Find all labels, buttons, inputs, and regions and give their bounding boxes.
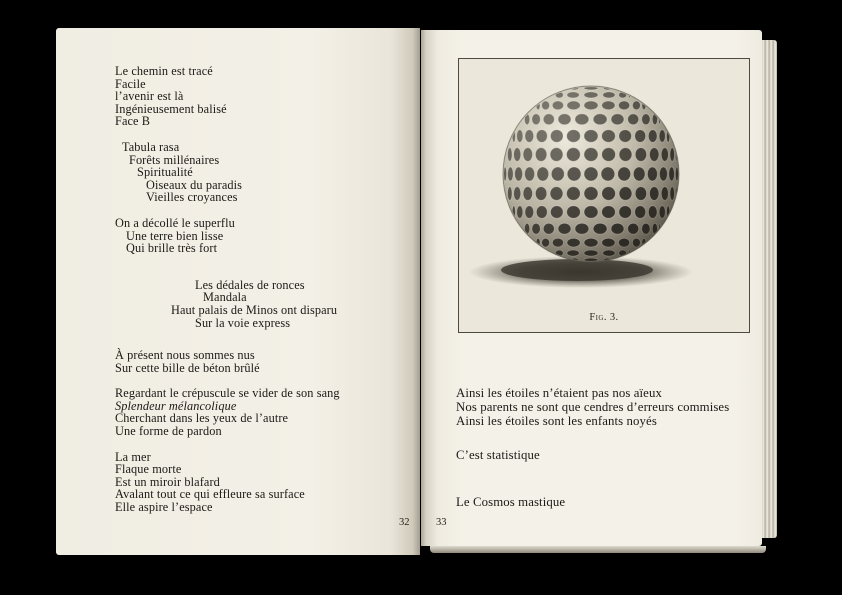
poem-line: Haut palais de Minos ont disparu [171, 302, 338, 317]
poem-line: Regardant le crépuscule se vider de son sang [115, 386, 340, 401]
poem-line: Ainsi les étoiles sont les enfants noyés [456, 414, 657, 428]
poem-line: Avalant tout ce qui effleure sa surface [115, 487, 305, 502]
poem-line: À présent nous sommes nus [115, 348, 255, 363]
poem-line: Cherchant dans les yeux de l’autre [115, 411, 289, 426]
poem-line: Le Cosmos mastique [456, 495, 566, 509]
poem-line: Flaque morte [115, 462, 182, 477]
poem-line: Ainsi les étoiles n’étaient pas nos aïeux [456, 386, 662, 400]
poem-line: Sur cette bille de béton brûlé [115, 360, 260, 375]
poem-line: Face B [115, 114, 151, 129]
right-page [421, 30, 762, 546]
stanza [456, 495, 729, 509]
poem-line: Une terre bien lisse [126, 228, 224, 243]
poem-line: Tabula rasa [122, 139, 180, 154]
stanza [115, 65, 340, 128]
page-number-right: 33 [436, 517, 447, 528]
poem-line: Nos parents ne sont que cendres d’erreurs commises [456, 400, 730, 414]
stanza [456, 448, 729, 462]
poem-line: On a décollé le superflu [115, 215, 235, 230]
poem-line: Le chemin est tracé [115, 64, 213, 78]
page-number-left: 32 [399, 517, 410, 528]
poem-line: Splendeur mélancolique [115, 398, 237, 413]
stanza [115, 279, 340, 329]
page-edges-stack-bottom [430, 546, 766, 553]
figure-frame [458, 58, 750, 333]
left-page [56, 28, 420, 555]
poem-line: Vieilles croyances [146, 190, 238, 205]
poem-line: Mandala [203, 290, 247, 305]
stanza [115, 387, 340, 437]
dimpled-sphere-engraving [461, 72, 725, 296]
stanza [115, 217, 340, 255]
poem-line: Qui brille très fort [126, 241, 218, 256]
ball-shadow-core [501, 259, 653, 281]
poem-line: Une forme de pardon [115, 424, 222, 439]
poem-line: Facile [115, 76, 146, 91]
poem-line: C’est statistique [456, 448, 540, 462]
poem-line: La mer [115, 449, 151, 464]
poem-line: Forêts millénaires [129, 152, 220, 167]
poem-line: Ingénieusement balisé [115, 101, 227, 116]
left-poem [115, 65, 340, 527]
stanza [115, 349, 340, 374]
stanza [115, 141, 340, 204]
stanza [115, 451, 340, 514]
poem-line: Les dédales de ronces [195, 277, 305, 292]
page-edges-stack [762, 40, 777, 538]
poem-line: Oiseaux du paradis [146, 177, 243, 192]
poem-line: Est un miroir blafard [115, 474, 220, 489]
poem-line: Sur la voie express [195, 315, 291, 330]
stanza [456, 386, 729, 428]
poem-line: Elle aspire l’espace [115, 500, 213, 515]
right-poem [456, 386, 729, 509]
poem-line: Spiritualité [137, 165, 193, 180]
figure-caption: Fig. 3. [589, 312, 619, 323]
poem-line: l’avenir est là [115, 89, 184, 104]
